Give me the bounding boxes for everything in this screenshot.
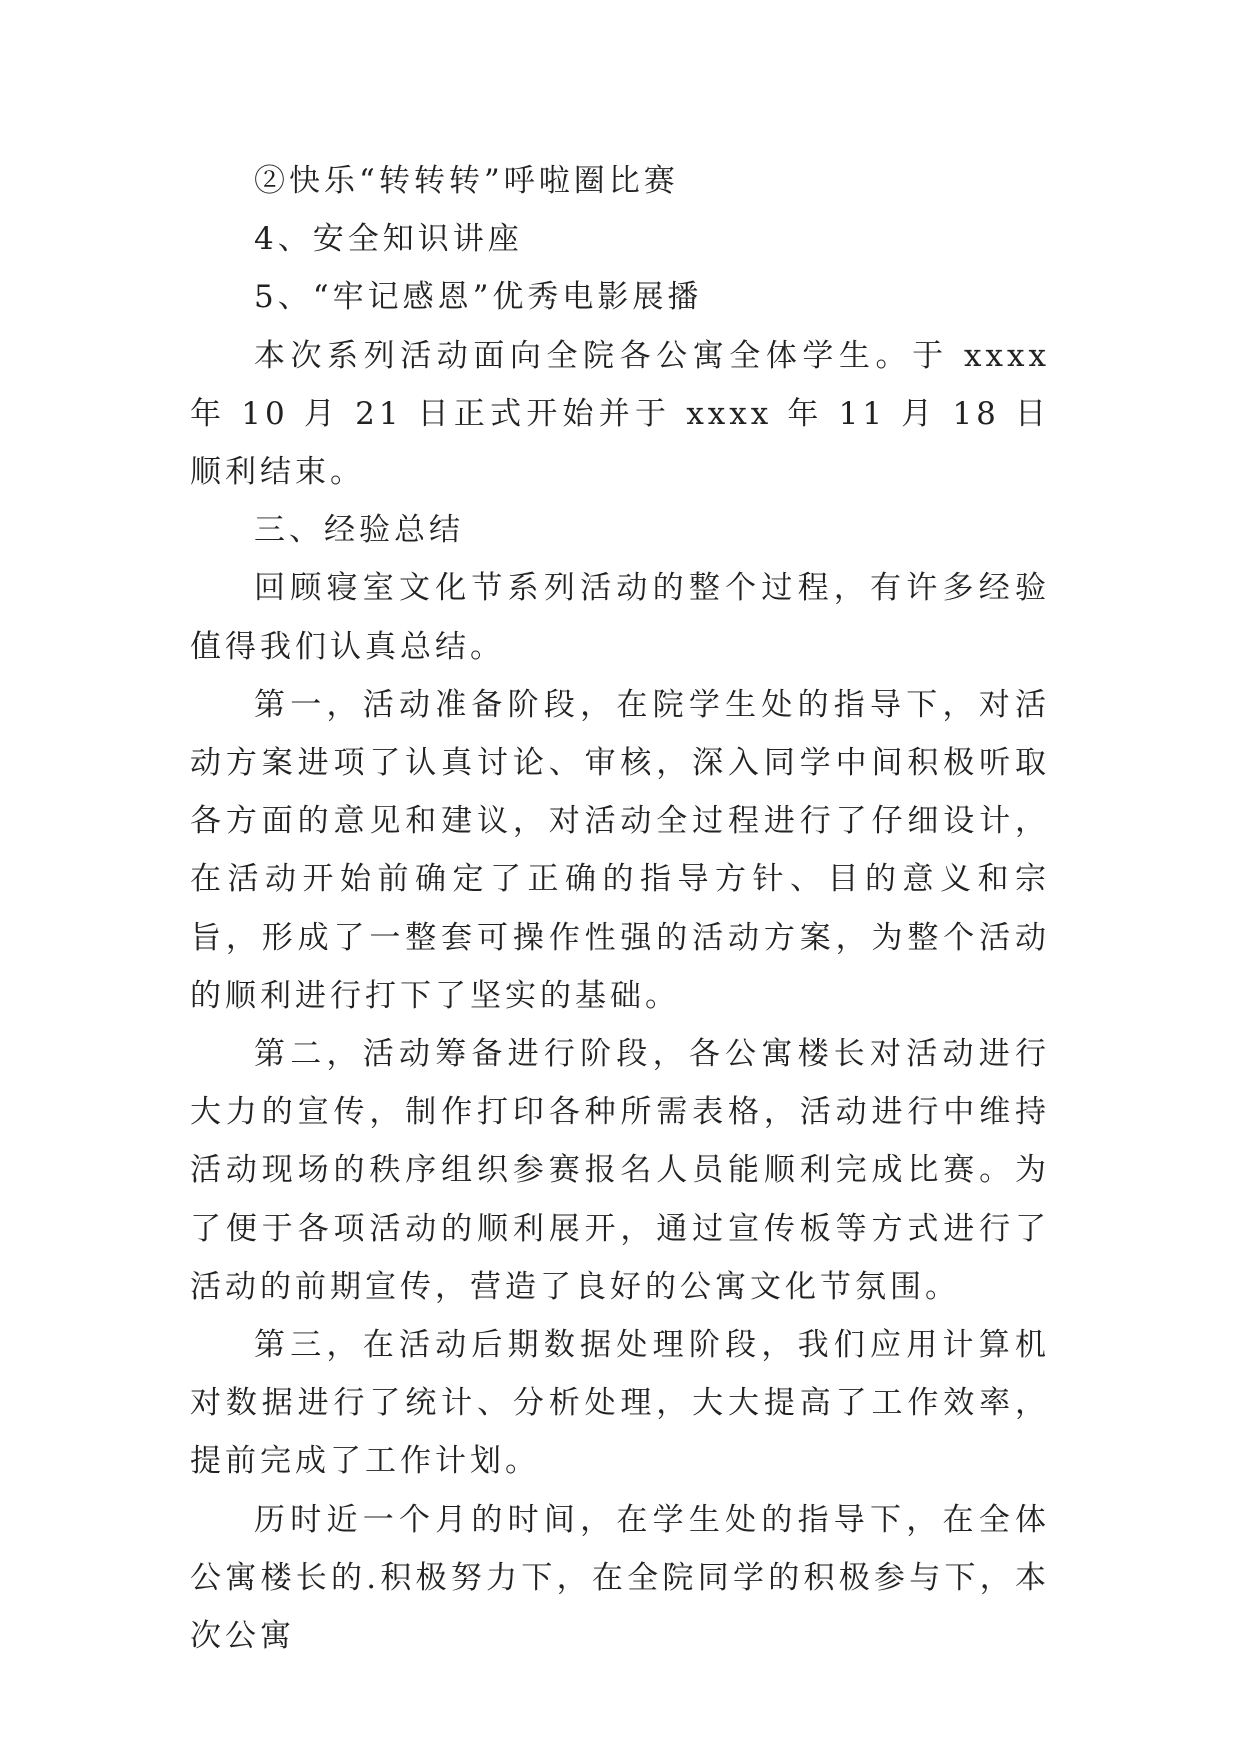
body-text	[190, 152, 1050, 1665]
paragraph-second-point: 第二，活动筹备进行阶段，各公寓楼长对活动进行大力的宣传，制作打印各种所需表格，活动进行中维持活动现场的秩序组织参赛报名人员能顺利完成比赛。为了便于各项活动的顺利展开，通过宣传板等方式进行了活动的前期宣传，营造了良好的公寓文化节氛围。	[190, 1036, 1050, 1305]
paragraph-activity-dates: 本次系列活动面向全院各公寓全体学生。于 xxxx 年 10 月 21 日正式开始并于 xxxx 年 11 月 18 日顺利结束。	[190, 337, 1050, 491]
paragraph-conclusion: 历时近一个月的时间，在学生处的指导下，在全体公寓楼长的.积极努力下，在全院同学的积极参与下，本次公寓	[190, 1501, 1050, 1655]
list-item-hula-hoop: ②快乐“转转转”呼啦圈比赛	[254, 163, 679, 199]
list-item-film-screening: 5、“牢记感恩”优秀电影展播	[254, 279, 703, 316]
paragraph-third-point: 第三，在活动后期数据处理阶段，我们应用计算机对数据进行了统计、分析处理，大大提高了工作效率，提前完成了工作计划。	[190, 1327, 1050, 1480]
paragraph-review-intro: 回顾寝室文化节系列活动的整个过程，有许多经验值得我们认真总结。	[190, 570, 1050, 665]
list-item-safety-lecture: 4、安全知识讲座	[254, 221, 523, 258]
section-heading-experience-summary: 三、经验总结	[254, 512, 464, 549]
paragraph-first-point: 第一，活动准备阶段，在院学生处的指导下，对活动方案进项了认真讨论、审核，深入同学中间积极听取各方面的意见和建议，对活动全过程进行了仔细设计，在活动开始前确定了正确的指导方针、目的意义和宗旨，形成了一整套可操作性强的活动方案，为整个活动的顺利进行打下了坚实的基础。	[190, 686, 1050, 1014]
